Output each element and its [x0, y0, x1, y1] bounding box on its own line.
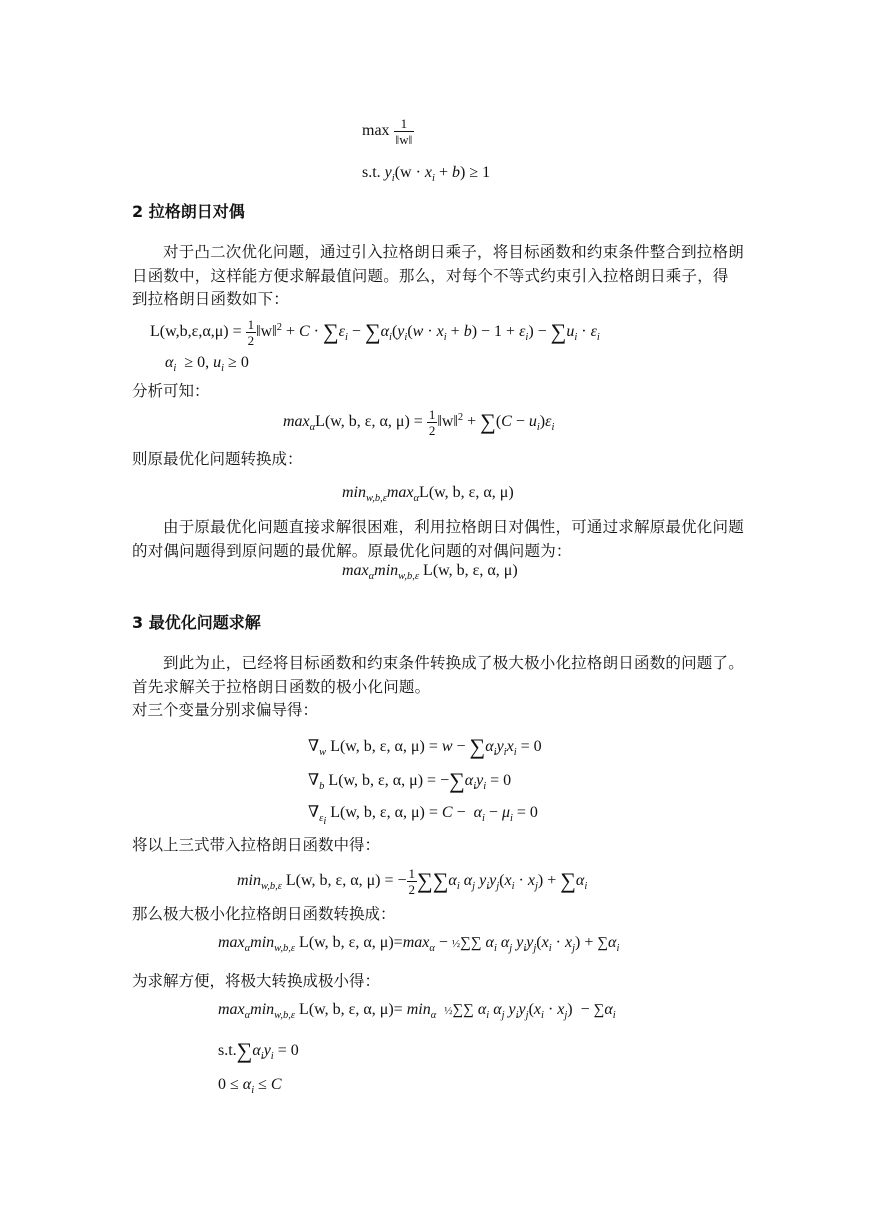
- equation-grad-epsilon: $\nabla_{\varepsilon_i}$ L(w, b, ε, α, $\mu) = C - \alpha_i - \mu_i = 0$: [308, 804, 538, 828]
- paragraph-duality: 由于原最优化问题直接求解很困难，利用拉格朗日对偶性，可通过求解原最优化问题的对偶问题得到原问题的最优解。原最优化问题的对偶问题为：: [132, 518, 744, 560]
- equation-lagrangian: L(w,b,ε,α,μ) = $\frac{1}{2}$ ‖w‖$^2$ + $C \cdot \sum\varepsilon_i - \sum\alpha_i(y_i(w \cdot x_i + b) - 1 + \varepsilon_i) - \sum u_i \cdot \varepsilon_i$: [150, 317, 600, 348]
- paragraph-partial-derivatives: 对三个变量分别求偏导得：: [132, 701, 319, 719]
- paragraph-solve-intro: 到此为止，已经将目标函数和约束条件转换成了极大极小化拉格朗日函数的问题了。首先求解关于拉格朗日函数的极小化问题。: [132, 654, 744, 696]
- section-heading-2: 2 拉格朗日对偶: [132, 202, 245, 221]
- equation-dual-box-constraint: $0 \le \alpha_i \le C$: [218, 1076, 282, 1097]
- paragraph-maxmin-transform: 那么极大极小化拉格朗日函数转换成：: [132, 905, 396, 923]
- section-heading-3: 3 最优化问题求解: [132, 613, 261, 632]
- equation-grad-b: $\nabla_b$ L(w, b, ε, α, $\mu) = -\sum\alpha_iy_i = 0$: [308, 768, 512, 793]
- equation-maxmin-dual: $\max_\alpha\min_{w,b,\varepsilon}$ L(w, b, ε, α, $\mu)=\max_\alpha$ − ½∑∑ $\alpha_i$ $\alpha_j$ $y_iy_j(x_i \cdot x_j) + \sum\alpha_i$: [218, 934, 620, 955]
- max-operator: max: [362, 122, 390, 140]
- equation-dual-objective: $\min_{w,b,\varepsilon} L(w$, b, ε, α, μ) = − $\frac{1}{2}$ $\sum\sum\alpha_i$ $\alpha_j$ $y_iy_j(x_i \cdot x_j) + \sum\alpha_i$: [237, 866, 588, 897]
- equation-primal-minmax: $\min_{w,b,\varepsilon}\max_\alpha L(w$, b, ε, α, μ): [342, 484, 514, 505]
- equation-dual-constraint-sum: $s.t.\sum\alpha_iy_i = 0$: [218, 1038, 299, 1063]
- equation-min-dual: $\max_\alpha\min_{w,b,\varepsilon}$ L(w, b, ε, α, $\mu)= \min_\alpha$ ½∑∑ $\alpha_i$ $\alpha_j$ $y_iy_j(x_i \cdot x_j) - \sum\alpha_i$: [218, 1001, 616, 1022]
- equation-multiplier-constraints: $\alpha_i \ge 0$, $u_i \ge 0$: [165, 354, 249, 375]
- equation-dual-maxmin: $\max_\alpha\min_{w,b,\varepsilon}$ L(w, b, ε, α, μ): [342, 562, 518, 583]
- fraction: $\frac{1}{‖w‖}$: [395, 116, 413, 147]
- paragraph-analysis: 分析可知：: [132, 382, 210, 400]
- paragraph-primal-transform: 则原最优化问题转换成：: [132, 450, 303, 468]
- equation-grad-w: $\nabla_w$ L(w, b, ε, α, $\mu) = w - \sum\alpha_iy_ix_i = 0$: [308, 734, 542, 759]
- paragraph-substitute: 将以上三式带入拉格朗日函数中得：: [132, 836, 381, 854]
- equation-constraint: s.t. $y_i(w \cdot x_i + b) \ge 1$: [362, 164, 491, 185]
- equation-objective: [362, 116, 414, 147]
- equation-max-lagrangian: $\max_\alpha L(w$, b, ε, α, μ) = $\frac{1}{2}$ ‖w‖$^2$ + $\sum(C - u_i)\varepsilon_i$: [283, 407, 555, 438]
- paragraph-lagrange-intro: 对于凸二次优化问题，通过引入拉格朗日乘子，将目标函数和约束条件整合到拉格朗日函数中，这样能方便求解最值问题。那么，对每个不等式约束引入拉格朗日乘子，得到拉格朗日函数如下：: [132, 243, 744, 308]
- paragraph-max-to-min: 为求解方便，将极大转换成极小得：: [132, 972, 381, 990]
